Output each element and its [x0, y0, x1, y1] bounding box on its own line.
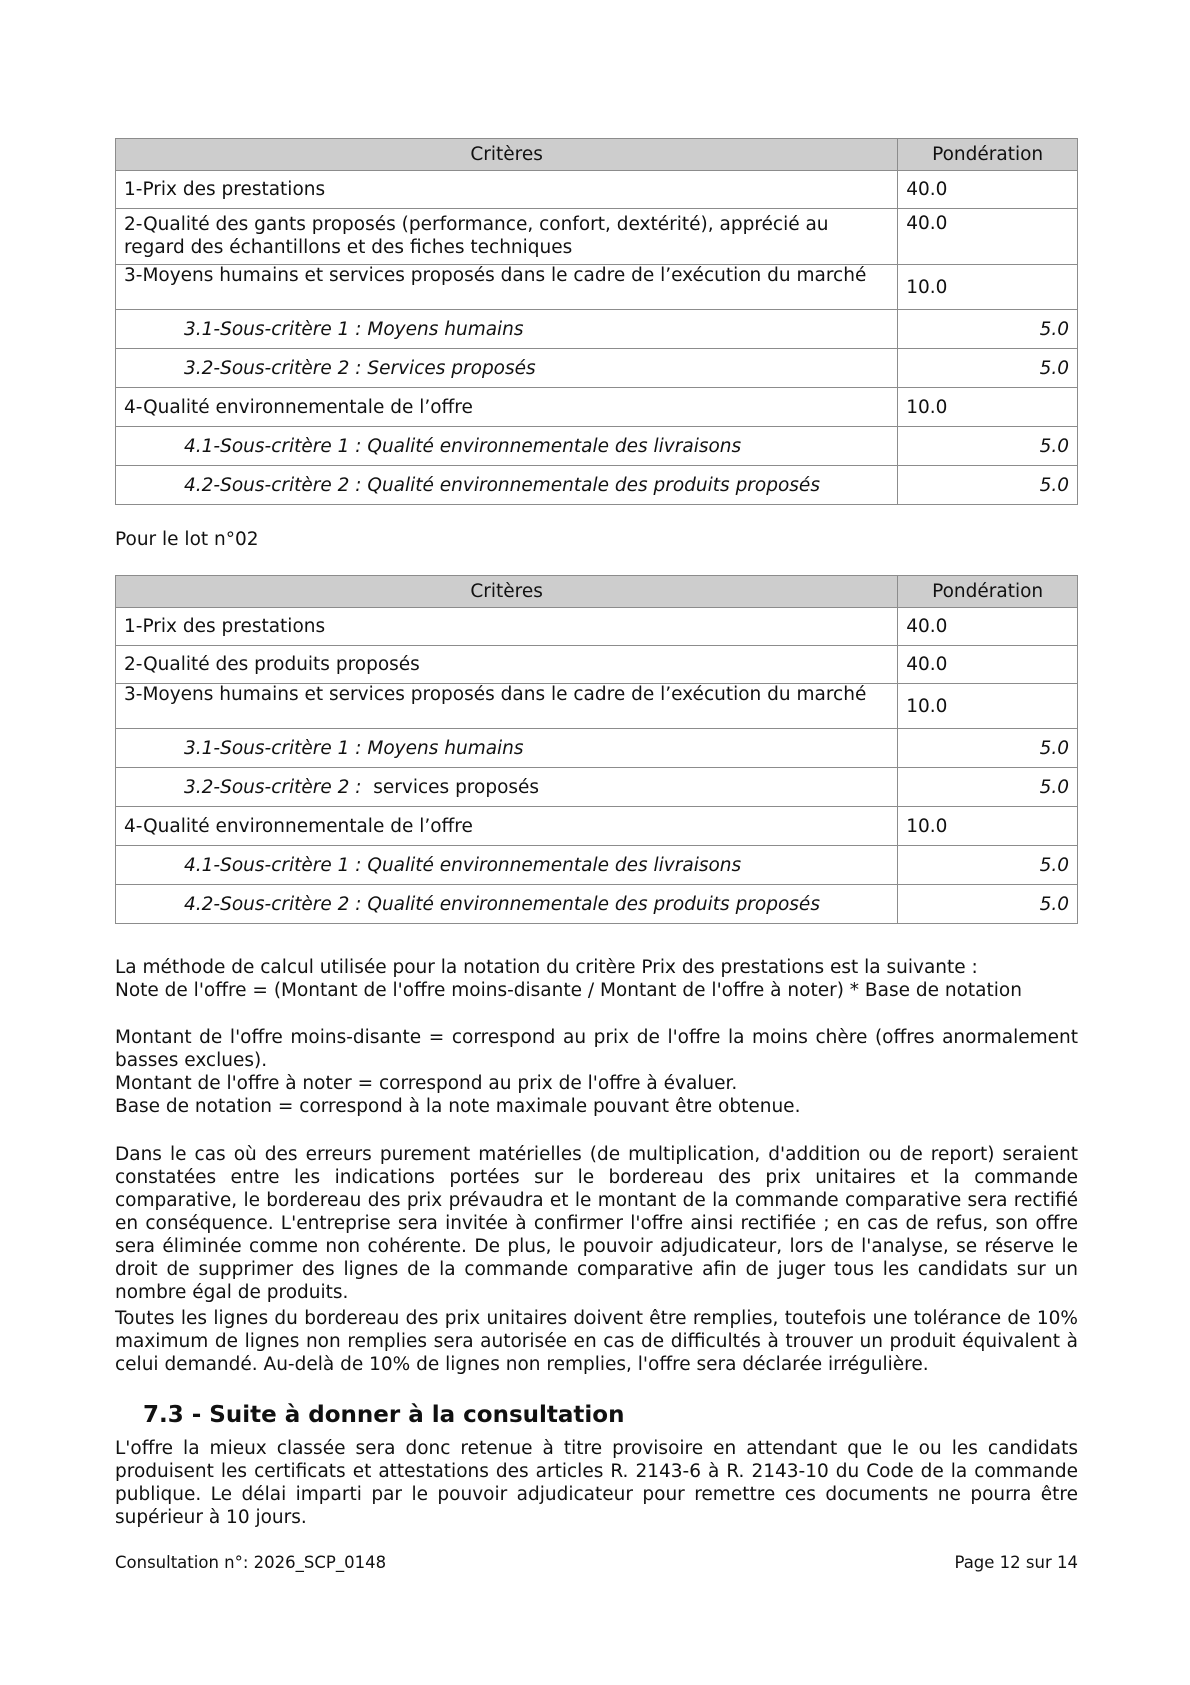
criterion-label: 3-Moyens humains et services proposés dans le cadre de l’exécution du marché: [116, 684, 898, 729]
subcriterion-label: 4.1-Sous-critère 1 : Qualité environnementale des livraisons: [116, 846, 898, 885]
section-title: 7.3 - Suite à donner à la consultation: [143, 1402, 625, 1428]
subcriterion-weight: 5.0: [898, 729, 1078, 768]
criterion-label: 1-Prix des prestations: [116, 608, 898, 646]
table-row: [116, 646, 1078, 684]
footer-consultation: Consultation n°: 2026_SCP_0148: [115, 1553, 387, 1572]
criteria-table-lot-1: [115, 138, 1078, 505]
criterion-label: 4-Qualité environnementale de l’offre: [116, 807, 898, 846]
definitions-block: [115, 1026, 1078, 1118]
definition-offre-a-noter: Montant de l'offre à noter = correspond au prix de l'offre à évaluer.: [115, 1073, 738, 1094]
criterion-label: 2-Qualité des produits proposés: [116, 646, 898, 684]
page-footer: [115, 1553, 1078, 1572]
header-ponderation: Pondération: [898, 576, 1078, 608]
subcriterion-weight: 5.0: [898, 349, 1078, 388]
table-row: [116, 388, 1078, 427]
method-line-1: La méthode de calcul utilisée pour la notation du critère Prix des prestations est la suivante :: [115, 957, 978, 978]
method-block: [115, 956, 1078, 1002]
header-criteres: Critères: [116, 139, 898, 171]
table-row: [116, 310, 1078, 349]
subcriterion-prefix: 3.2-Sous-critère 2 :: [184, 776, 362, 798]
footer-page-number: Page 12 sur 14: [954, 1553, 1078, 1572]
table-row: [116, 846, 1078, 885]
criterion-label: 4-Qualité environnementale de l’offre: [116, 388, 898, 427]
errors-paragraph: Dans le cas où des erreurs purement matérielles (de multiplication, d'addition ou de report) seraient constatées entre les indications portées sur le bordereau des prix unitaires et la commande comparative, le bordereau des prix prévaudra et le montant de la commande comparative sera rectifié en conséquence. L'entreprise sera invitée à confirmer l'offre ainsi rectifiée ; en cas de refus, son offre sera éliminée comme non cohérente. De plus, le pouvoir adjudicateur, lors de l'analyse, se réserve le droit de supprimer des lignes de la commande comparative afin de juger tous les candidats sur un nombre égal de produits.: [115, 1144, 1078, 1303]
table-row: [116, 427, 1078, 466]
lines-paragraph: Toutes les lignes du bordereau des prix unitaires doivent être remplies, toutefois une tolérance de 10% maximum de lignes non remplies sera autorisée en cas de difficultés à trouver un produit équivalent à celui demandé. Au-delà de 10% de lignes non remplies, l'offre sera déclarée irrégulière.: [115, 1308, 1078, 1375]
table-row: [116, 807, 1078, 846]
table-row: [116, 768, 1078, 807]
table-row: [116, 885, 1078, 924]
header-ponderation: Pondération: [898, 139, 1078, 171]
subcriterion-label: 3.1-Sous-critère 1 : Moyens humains: [116, 729, 898, 768]
criterion-weight: 40.0: [898, 646, 1078, 684]
table-header-row: [116, 139, 1078, 171]
criterion-label: 1-Prix des prestations: [116, 171, 898, 209]
subcriterion-weight: 5.0: [898, 310, 1078, 349]
subcriterion-suffix: services proposés: [373, 776, 540, 798]
definition-base-notation: Base de notation = correspond à la note maximale pouvant être obtenue.: [115, 1096, 801, 1117]
method-formula: Note de l'offre = (Montant de l'offre moins-disante / Montant de l'offre à noter) * Base de notation: [115, 980, 1022, 1001]
definition-moins-disante: Montant de l'offre moins-disante = correspond au prix de l'offre la moins chère (offres anormalement basses exclues).: [115, 1027, 1078, 1071]
criterion-label: 2-Qualité des gants proposés (performance, confort, dextérité), apprécié au regard des échantillons et des fiches techniques: [116, 209, 898, 265]
criterion-weight: 10.0: [898, 684, 1078, 729]
lot-label: Pour le lot n°02: [115, 529, 259, 550]
subcriterion-weight: 5.0: [898, 427, 1078, 466]
table-row: [116, 171, 1078, 209]
subcriterion-weight: 5.0: [898, 885, 1078, 924]
table-row: [116, 209, 1078, 265]
table-row: [116, 265, 1078, 310]
criterion-label: 3-Moyens humains et services proposés dans le cadre de l’exécution du marché: [116, 265, 898, 310]
subcriterion-label: 4.1-Sous-critère 1 : Qualité environnementale des livraisons: [116, 427, 898, 466]
criterion-weight: 40.0: [898, 608, 1078, 646]
table-row: [116, 466, 1078, 505]
subcriterion-weight: 5.0: [898, 846, 1078, 885]
criterion-weight: 10.0: [898, 807, 1078, 846]
criterion-weight: 40.0: [898, 171, 1078, 209]
table-row: [116, 684, 1078, 729]
criteria-table-lot-2: [115, 575, 1078, 924]
subcriterion-weight: 5.0: [898, 768, 1078, 807]
subcriterion-label: 3.2-Sous-critère 2 : Services proposés: [116, 349, 898, 388]
criterion-weight: 10.0: [898, 265, 1078, 310]
subcriterion-label: 3.1-Sous-critère 1 : Moyens humains: [116, 310, 898, 349]
table-row: [116, 349, 1078, 388]
subcriterion-label: 4.2-Sous-critère 2 : Qualité environnementale des produits proposés: [116, 466, 898, 505]
criterion-weight: 10.0: [898, 388, 1078, 427]
subcriterion-label: 4.2-Sous-critère 2 : Qualité environnementale des produits proposés: [116, 885, 898, 924]
header-criteres: Critères: [116, 576, 898, 608]
table-header-row: [116, 576, 1078, 608]
subcriterion-label: [116, 768, 898, 807]
criterion-weight: 40.0: [898, 209, 1078, 265]
table-row: [116, 608, 1078, 646]
table-row: [116, 729, 1078, 768]
subcriterion-weight: 5.0: [898, 466, 1078, 505]
section-body: L'offre la mieux classée sera donc retenue à titre provisoire en attendant que le ou les candidats produisent les certificats et attestations des articles R. 2143-6 à R. 2143-10 du Code de la commande publique. Le délai imparti par le pouvoir adjudicateur pour remettre ces documents ne pourra être supérieur à 10 jours.: [115, 1438, 1078, 1528]
